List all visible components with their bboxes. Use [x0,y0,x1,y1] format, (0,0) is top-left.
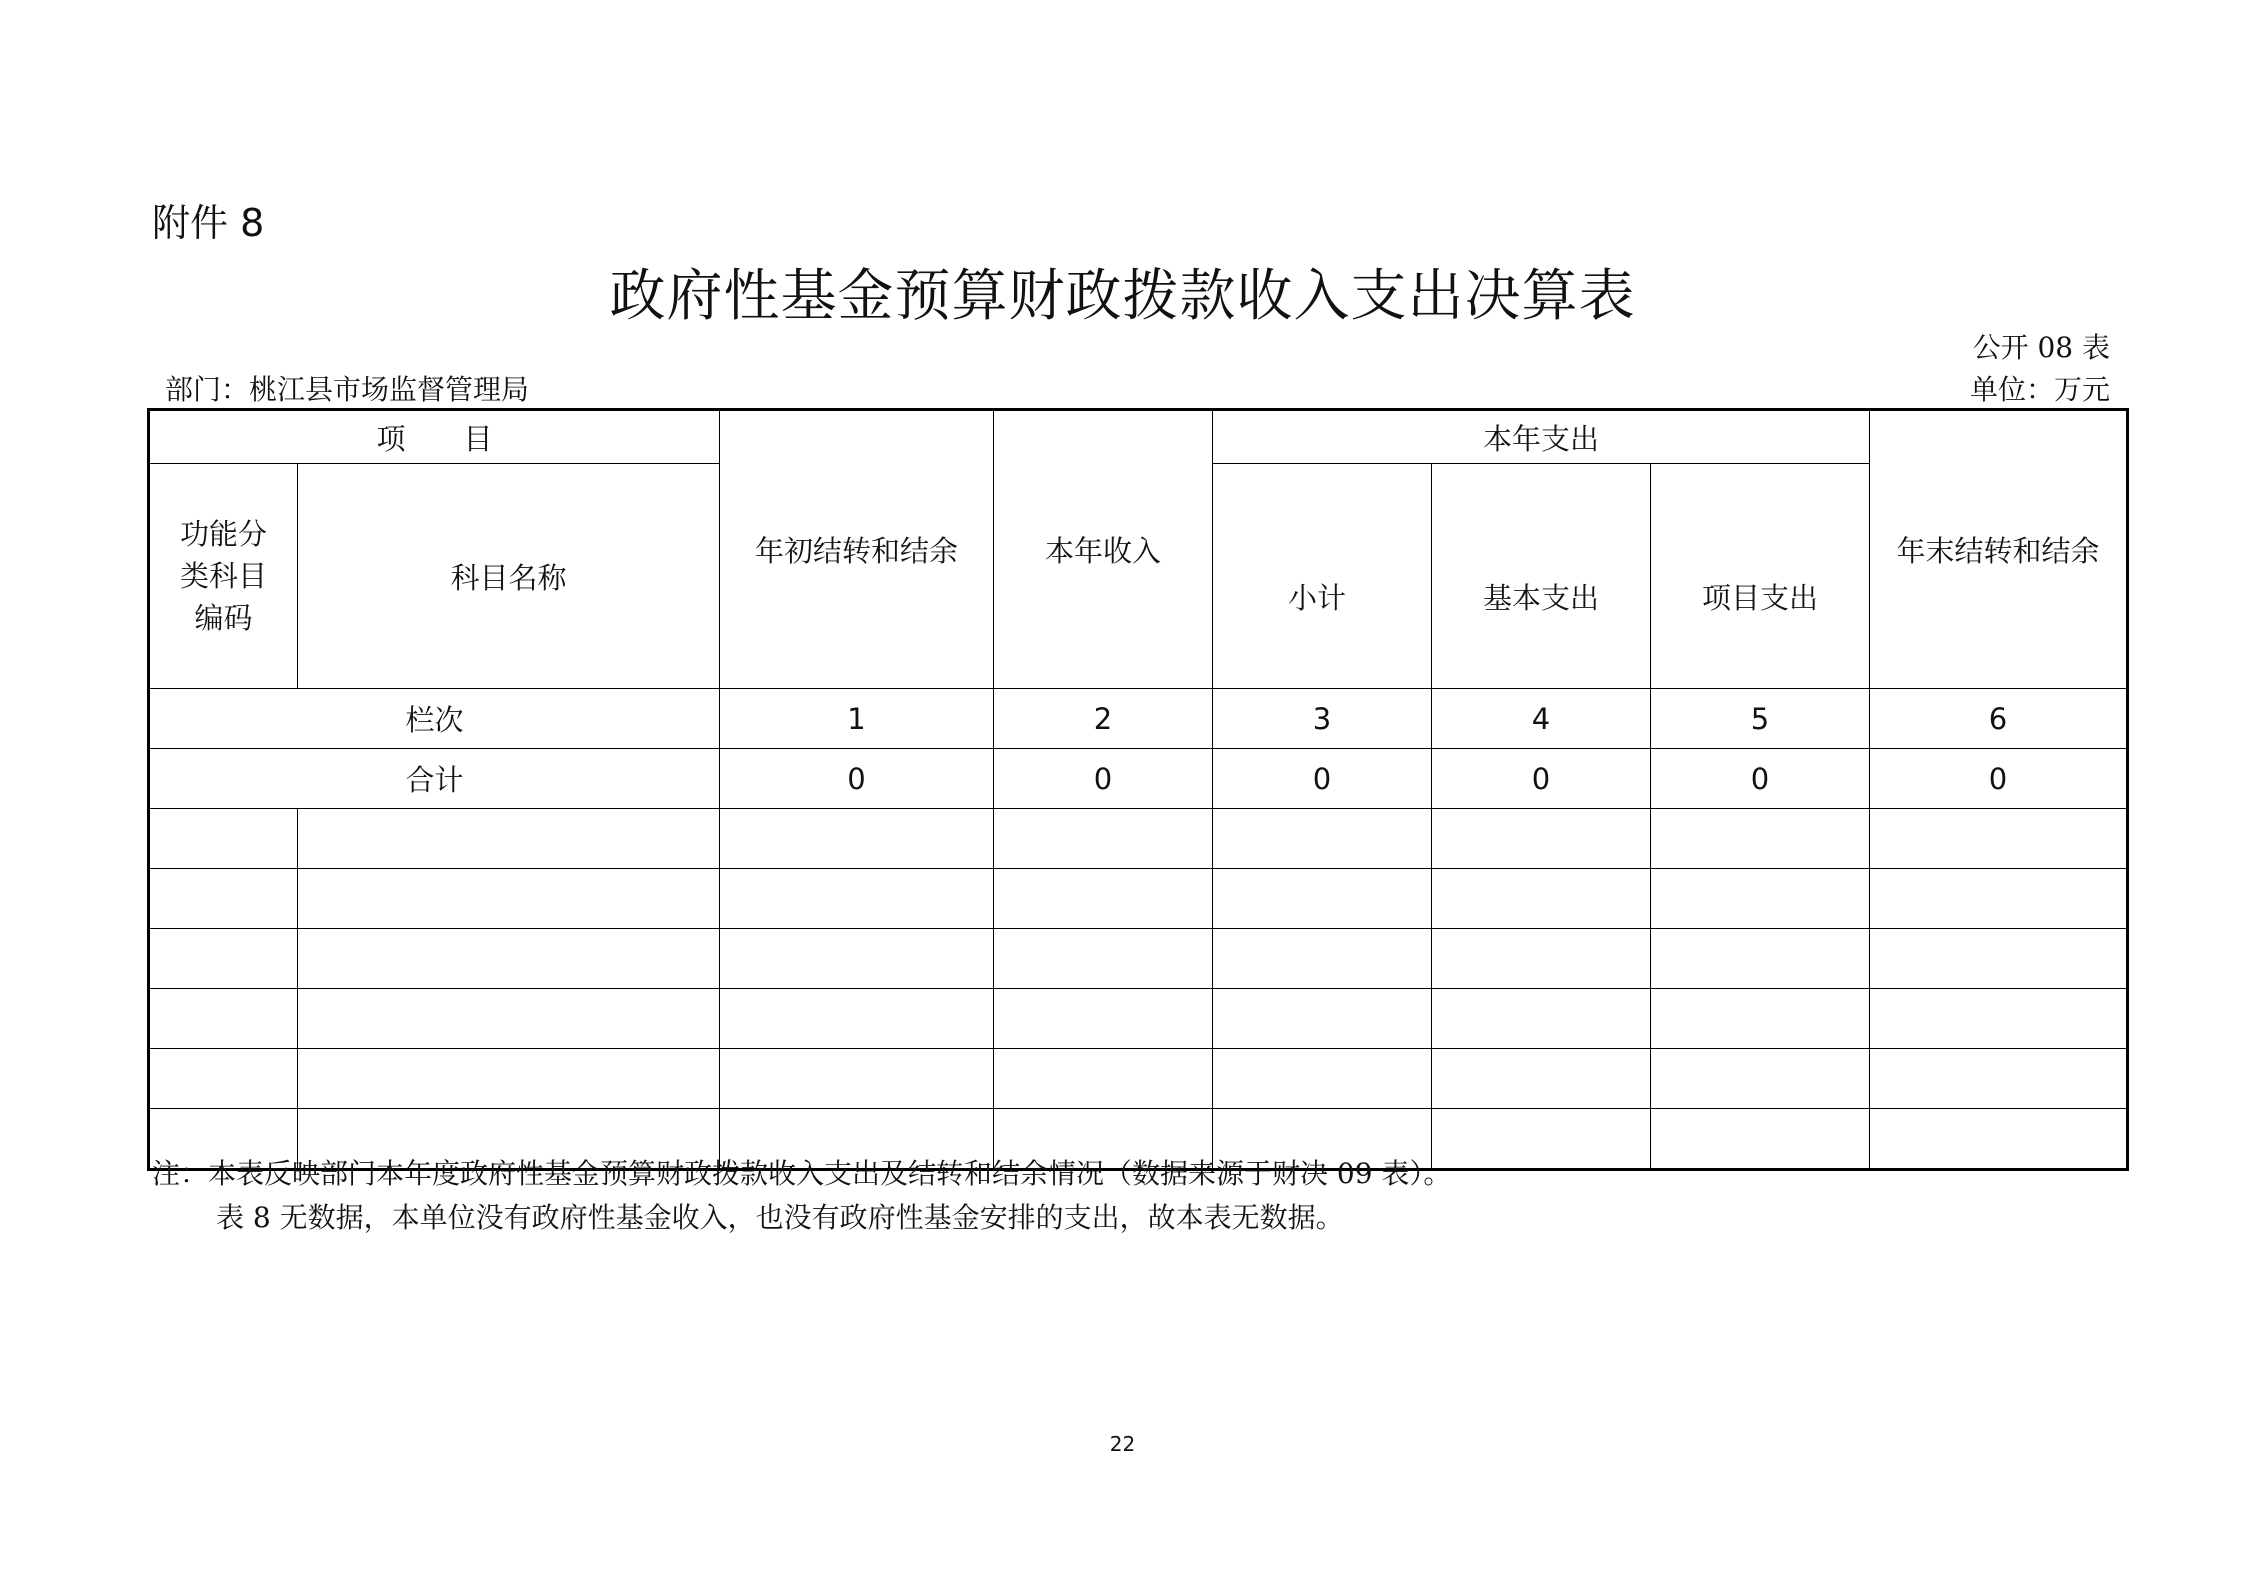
empty-cell [298,929,720,989]
empty-cell [149,1049,298,1109]
header-item: 项 目 [149,410,720,464]
empty-cell [1651,869,1870,929]
header-current-expense: 本年支出 [1213,410,1870,464]
empty-cell [1432,1109,1651,1170]
empty-cell [720,989,994,1049]
page-title: 政府性基金预算财政拨款收入支出决算表 [609,264,1636,329]
form-code: 公开 08 表 [1972,331,2110,364]
department-label: 部门：桃江县市场监督管理局 [165,373,530,406]
empty-cell [298,989,720,1049]
column-number-row [149,689,2128,749]
empty-cell [1432,1049,1651,1109]
empty-cell [149,809,298,869]
total-label: 合计 [149,749,720,809]
empty-cell [994,869,1213,929]
empty-cell [994,929,1213,989]
empty-cell [1870,1109,2128,1170]
empty-cell [1213,929,1432,989]
empty-cell [1870,989,2128,1049]
attachment-label: 附件 8 [152,201,265,245]
empty-cell [994,809,1213,869]
empty-cell [720,929,994,989]
empty-cell [1870,929,2128,989]
header-carryover-begin: 年初结转和结余 [720,410,994,689]
empty-cell [1213,809,1432,869]
column-number-cell: 1 [720,689,994,749]
column-number-cell: 5 [1651,689,1870,749]
empty-cell [1870,1049,2128,1109]
table-row [149,989,2128,1049]
empty-cell [1651,809,1870,869]
unit-label: 单位：万元 [1969,373,2110,406]
empty-cell [1870,809,2128,869]
column-number-label: 栏次 [149,689,720,749]
column-number-cell: 4 [1432,689,1651,749]
empty-cell [1213,1049,1432,1109]
table-row [149,929,2128,989]
empty-cell [1870,869,2128,929]
header-current-income: 本年收入 [994,410,1213,689]
empty-cell [720,809,994,869]
total-cell: 0 [1213,749,1432,809]
column-number-cell: 3 [1213,689,1432,749]
header-subject-name: 科目名称 [298,464,720,689]
empty-cell [1213,989,1432,1049]
empty-cell [1432,929,1651,989]
total-row [149,749,2128,809]
header-basic-expense: 基本支出 [1432,464,1651,689]
header-subtotal: 小计 [1213,464,1432,689]
total-cell: 0 [994,749,1213,809]
empty-cell [1651,929,1870,989]
column-number-cell: 2 [994,689,1213,749]
empty-cell [149,989,298,1049]
total-cell: 0 [1870,749,2128,809]
budget-table [147,408,2129,1171]
empty-cell [994,1049,1213,1109]
empty-cell [298,809,720,869]
empty-cell [1651,1109,1870,1170]
table-row [149,809,2128,869]
empty-cell [1432,989,1651,1049]
empty-cell [1213,869,1432,929]
empty-cell [994,989,1213,1049]
table-row [149,869,2128,929]
empty-cell [1432,809,1651,869]
empty-cell [149,869,298,929]
header-row-1 [149,410,2128,464]
header-carryover-end: 年末结转和结余 [1870,410,2128,689]
empty-cell [149,929,298,989]
total-cell: 0 [1432,749,1651,809]
empty-cell [1651,989,1870,1049]
header-func-code: 功能分类科目编码 [149,464,298,689]
empty-cell [720,869,994,929]
empty-cell [1432,869,1651,929]
empty-cell [298,869,720,929]
empty-cell [1651,1049,1870,1109]
footnote-no-data: 表 8 无数据，本单位没有政府性基金收入，也没有政府性基金安排的支出，故本表无数据。 [216,1201,1344,1234]
total-cell: 0 [1651,749,1870,809]
page-number: 22 [1109,1432,1136,1456]
empty-cell [298,1049,720,1109]
column-number-cell: 6 [1870,689,2128,749]
table-row [149,1049,2128,1109]
empty-cell [720,1049,994,1109]
header-project-expense: 项目支出 [1651,464,1870,689]
footnote-source: 注：本表反映部门本年度政府性基金预算财政拨款收入支出及结转和结余情况（数据来源于财决 09 表）。 [152,1157,1452,1190]
total-cell: 0 [720,749,994,809]
